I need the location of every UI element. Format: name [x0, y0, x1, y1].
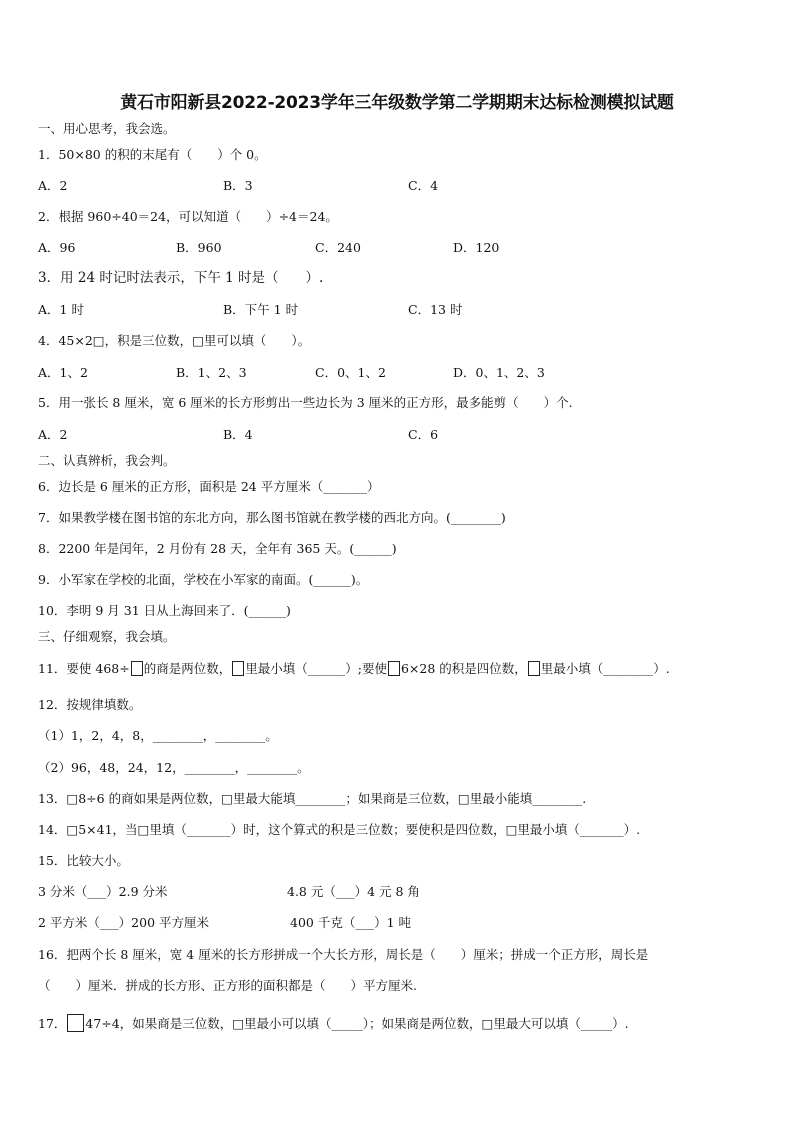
q11-part-5: 里最小填（________）. — [540, 661, 670, 676]
blank-box — [528, 661, 540, 676]
page-title: 黄石市阳新县2022-2023学年三年级数学第二学期期末达标检测模拟试题 — [120, 93, 674, 113]
question-11 — [38, 661, 670, 677]
q11-part-4: 6×28 的积是四位数， — [400, 661, 527, 676]
question-15: 15．比较大小。 — [38, 853, 129, 868]
q11-part-3: 里最小填（______）;要使 — [245, 661, 387, 676]
compare-item-1: 3 分米（___）2.9 分米 — [38, 884, 168, 899]
question-8: 8．2200 年是闰年，2 月份有 28 天，全年有 365 天。(______) — [38, 541, 397, 556]
section-heading-1: 一、用心思考，我会选。 — [38, 121, 176, 136]
compare-item-2: 4.8 元（___）4 元 8 角 — [287, 884, 420, 899]
blank-box — [131, 661, 143, 676]
question-16-line-2: （ ）厘米．拼成的长方形、正方形的面积都是（ ）平方厘米. — [38, 978, 417, 993]
q2-option-b: B．960 — [176, 240, 222, 255]
q1-option-b: B．3 — [223, 178, 253, 193]
compare-item-3: 2 平方米（___）200 平方厘米 — [38, 915, 210, 930]
q2-option-c: C．240 — [315, 240, 361, 255]
q1-option-c: C．4 — [408, 178, 439, 193]
question-2: 2．根据 960÷40＝24，可以知道（ ）÷4＝24。 — [38, 209, 338, 224]
q2-option-d: D．120 — [453, 240, 500, 255]
question-5: 5．用一张长 8 厘米，宽 6 厘米的长方形剪出一些边长为 3 厘米的正方形，最多能剪（ ）个. — [38, 395, 573, 410]
section-heading-2: 二、认真辨析，我会判。 — [38, 453, 176, 468]
compare-item-4: 400 千克（___）1 吨 — [290, 915, 412, 930]
q3-option-c: C．13 时 — [408, 302, 463, 317]
blank-box — [232, 661, 244, 676]
q3-option-a: A．1 时 — [38, 302, 84, 317]
question-7: 7．如果教学楼在图书馆的东北方向，那么图书馆就在教学楼的西北方向。(________) — [38, 510, 506, 525]
q5-option-b: B．4 — [223, 427, 253, 442]
question-12: 12．按规律填数。 — [38, 697, 142, 712]
question-3: 3．用 24 时记时法表示，下午 1 时是（ ）. — [38, 270, 324, 286]
section-heading-3: 三、仔细观察，我会填。 — [38, 629, 176, 644]
q17-part-2: 47÷4，如果商是三位数，□里最小可以填（_____）；如果商是两位数，□里最大可以填（_____）. — [85, 1016, 629, 1031]
blank-box — [388, 661, 400, 676]
question-12-row-1: （1）1，2，4，8，________，________。 — [38, 728, 278, 743]
q5-option-a: A．2 — [38, 427, 68, 442]
q4-option-d: D．0、1、2、3 — [453, 365, 545, 380]
question-4: 4．45×2□，积是三位数，□里可以填（ ）。 — [38, 333, 311, 348]
q5-option-c: C．6 — [408, 427, 439, 442]
question-16-line-1: 16．把两个长 8 厘米，宽 4 厘米的长方形拼成一个大长方形，周长是（ ）厘米；拼成一个正方形，周长是 — [38, 947, 649, 962]
question-13: 13．□8÷6 的商如果是两位数，□里最大能填________；如果商是三位数，□里最小能填________. — [38, 791, 587, 806]
blank-box — [67, 1014, 84, 1032]
question-10: 10．李明 9 月 31 日从上海回来了．(______) — [38, 603, 291, 618]
question-14: 14．□5×41，当□里填（_______）时，这个算式的积是三位数；要使积是四位数，□里最小填（_______）. — [38, 822, 641, 837]
q1-option-a: A．2 — [38, 178, 68, 193]
q11-part-1: 11．要使 468÷ — [38, 661, 130, 676]
q4-option-a: A．1、2 — [38, 365, 88, 380]
q2-option-a: A．96 — [38, 240, 76, 255]
question-17 — [38, 1014, 629, 1032]
q11-part-2: 的商是两位数， — [143, 661, 232, 676]
question-12-row-2: （2）96，48，24，12，________，________。 — [38, 760, 310, 775]
question-1: 1．50×80 的积的末尾有（ ）个 0。 — [38, 147, 267, 162]
q4-option-c: C．0、1、2 — [315, 365, 386, 380]
q3-option-b: B．下午 1 时 — [223, 302, 299, 317]
question-6: 6．边长是 6 厘米的正方形，面积是 24 平方厘米（_______） — [38, 479, 380, 494]
q4-option-b: B．1、2、3 — [176, 365, 247, 380]
question-9: 9．小军家在学校的北面，学校在小军家的南面。(______)。 — [38, 572, 369, 587]
q17-part-1: 17． — [38, 1016, 67, 1031]
